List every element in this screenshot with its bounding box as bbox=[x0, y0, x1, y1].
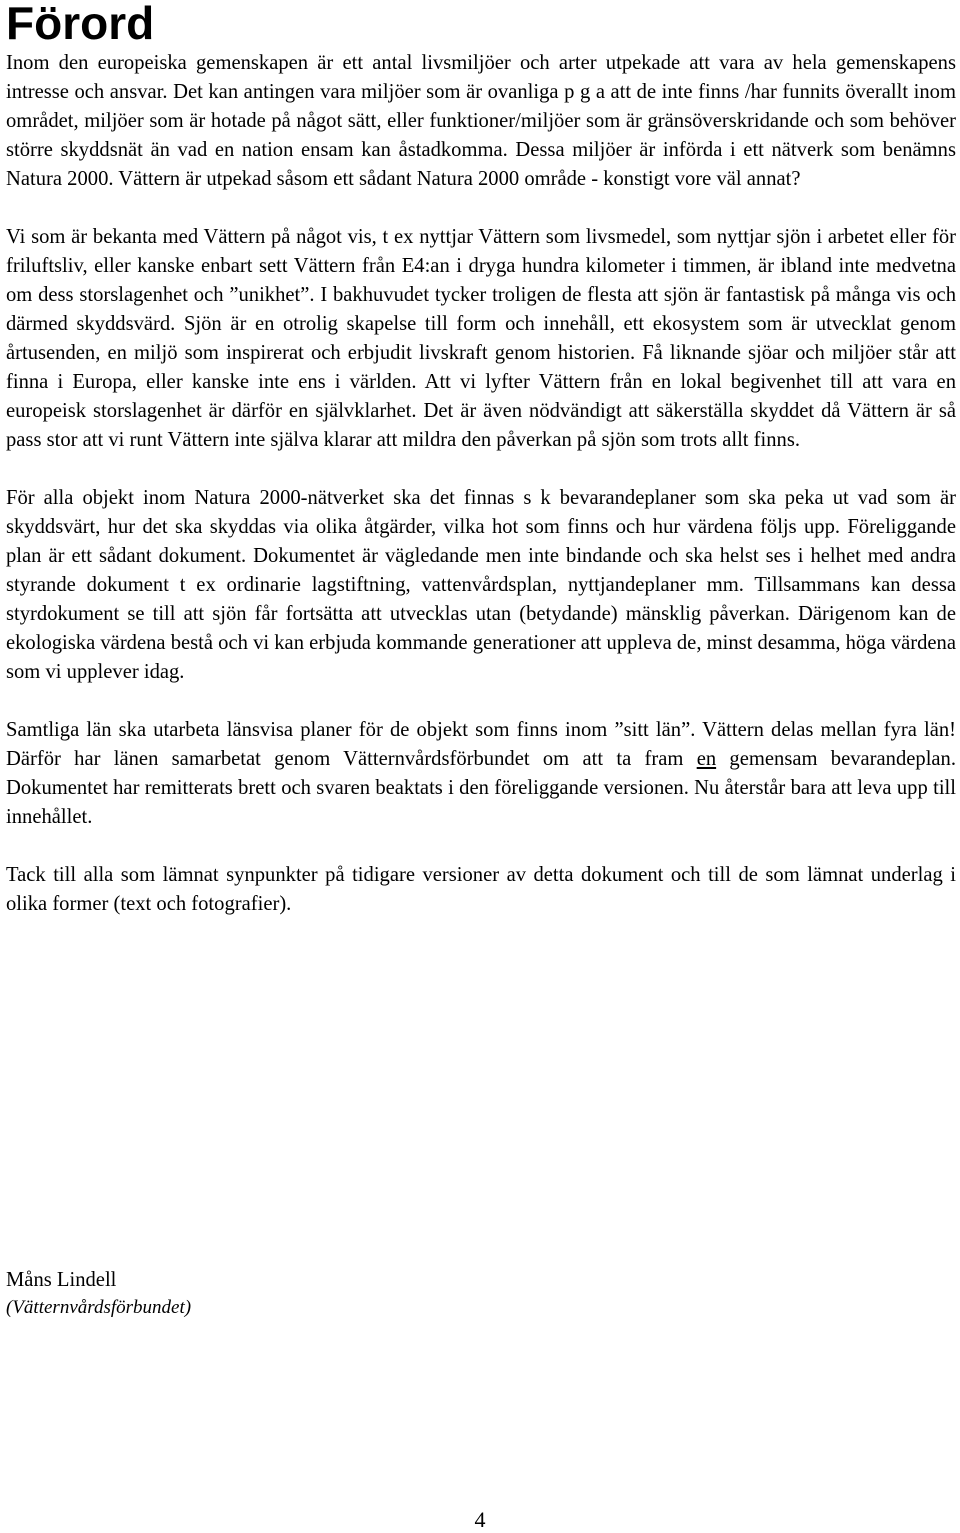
page-title: Förord bbox=[6, 0, 155, 49]
paragraph-intro: Inom den europeiska gemenskapen är ett antal livsmiljöer och arter utpekade att vara av hela gemenskapens intresse och ansvar. Det kan antingen vara miljöer som är ovanliga p g a att de inte finns /har funnits överallt inom området, miljöer som är hotade på något sätt, eller funktioner/miljöer som är gränsöverskridande och som behöver större skyddsnät än vad en nation ensam kan åstadkomma. Dessa miljöer är införda i ett nätverk som benämns Natura 2000. Vättern är utpekad såsom ett sådant Natura 2000 område - konstigt vore väl annat? bbox=[6, 52, 956, 190]
signature-block bbox=[6, 1266, 191, 1322]
paragraph-thanks: Tack till alla som lämnat synpunkter på tidigare versioner av detta dokument och till de som lämnat underlag i olika former (text och fotografier). bbox=[6, 864, 956, 915]
paragraph-lansvisa-planer bbox=[6, 716, 956, 832]
signature-name: Måns Lindell bbox=[6, 1269, 117, 1291]
underlined-word: en bbox=[696, 748, 717, 770]
paragraph-bevarandeplaner: För alla objekt inom Natura 2000-nätverket ska det finnas s k bevarandeplaner som ska peka ut vad som är skyddsvärt, hur det ska skyddas via olika åtgärder, vilka hot som finns och hur värdena följs upp. Föreliggande plan är ett sådant dokument. Dokumentet är vägledande men inte bindande och ska helst ses i helhet med andra styrande dokument t ex ordinarie lagstiftning, vattenvårdsplan, nyttjandeplaner mm. Tillsammans kan dessa styrdokument se till att sjön får fortsätta att utvecklas utan (betydande) mänsklig påverkan. Därigenom kan de ekologiska värdena bestå och vi kan erbjuda kommande generationer att uppleva de, minst desamma, höga värdena som vi upplever idag. bbox=[6, 487, 956, 683]
signature-organization: (Vätternvårdsförbundet) bbox=[6, 1297, 192, 1318]
paragraph-text: Samtliga län ska utarbeta länsvisa planer för de objekt som finns inom ”sitt län”. Vättern delas mellan fyra län! Därför har länen samarbetat genom Vätternvårdsförbundet om att ta fram bbox=[6, 719, 956, 770]
paragraph-vattern-unique: Vi som är bekanta med Vättern på något vis, t ex nyttjar Vättern som livsmedel, som nyttjar sjön i arbetet eller för friluftsliv, eller kanske enbart sett Vättern från E4:an i dryga hundra kilometer i timmen, är ibland inte medvetna om dess storslagenhet och ”unikhet”. I bakhuvudet tycker troligen de flesta att sjön är fantastisk på många vis och därmed skyddsvärd. Sjön är en otrolig skapelse till form och innehåll, ett ekosystem som är utvecklat genom årtusenden, en miljö som inspirerat och erbjudit livskraft genom historien. Få liknande sjöar och miljöer står att finna i Europa, eller kanske inte ens i världen. Att vi lyfter Vättern från en lokal begivenhet till att vara en europeisk storslagenhet är därför en självklarhet. Det är även nödvändigt att säkerställa skyddet då Vättern är så pass stor att vi runt Vättern inte själva klarar att mildra den påverkan på sjön som trots allt finns. bbox=[6, 226, 956, 451]
paragraph-text: gemensam bevarandeplan. Dokumentet har remitterats brett och svaren beaktats i den föreliggande versionen. Nu återstår bara att leva upp till innehållet. bbox=[6, 748, 956, 828]
page-number: 4 bbox=[474, 1507, 486, 1532]
document-page bbox=[6, 0, 956, 948]
